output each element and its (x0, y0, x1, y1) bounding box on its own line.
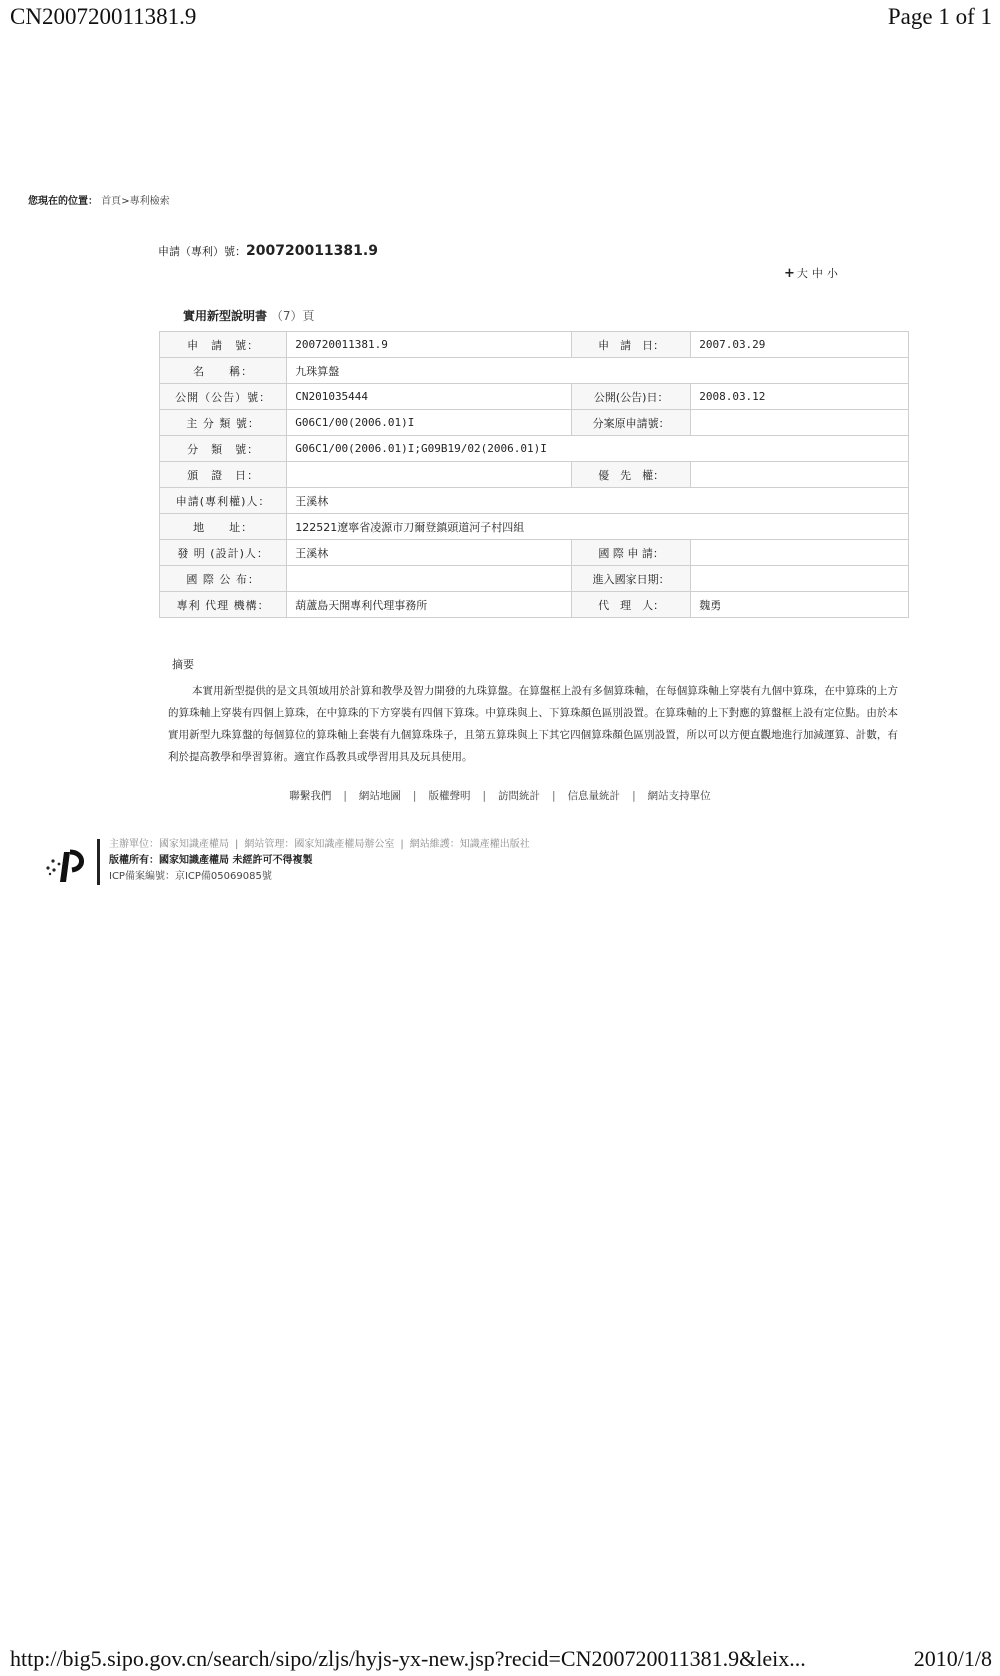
intl-pub-label: 國 際 公 布： (160, 566, 287, 592)
intl-app-value (691, 540, 909, 566)
app-date-value: 2007.03.29 (691, 332, 909, 358)
footer-link-contact[interactable]: 聯繫我們 (289, 790, 332, 802)
footer-separator: | (632, 790, 636, 802)
plus-icon: + (784, 266, 797, 281)
footer-icp: ICP備案編號：京ICP備05069085號 (109, 871, 272, 882)
app-no-value: 200720011381.9 (287, 332, 572, 358)
footer-link-sitemap[interactable]: 網站地圖 (358, 790, 401, 802)
main-class-label: 主 分 類 號： (160, 410, 287, 436)
table-row (160, 592, 909, 618)
table-row (160, 358, 909, 384)
breadcrumb-current-link[interactable]: 專利檢索 (129, 196, 170, 207)
application-number-label: 申請（專利）號： (158, 245, 246, 258)
app-date-label: 申 請 日： (572, 332, 691, 358)
app-no-label: 申 請 號： (160, 332, 287, 358)
priority-label: 優 先 權： (572, 462, 691, 488)
footer-maintainer: 網站維護：知識產權出版社 (409, 839, 530, 850)
div-app-value (691, 410, 909, 436)
footer-separator: | (343, 790, 347, 802)
abstract-label: 摘要 (172, 658, 194, 671)
table-row (160, 566, 909, 592)
application-number-value: 200720011381.9 (246, 243, 378, 259)
footer-separator: | (412, 790, 417, 802)
applicant-value: 王溪林 (287, 488, 909, 514)
footer-sponsor: 主辦單位：國家知識產權局 (109, 839, 229, 850)
main-class-value: G06C1/00(2006.01)I (287, 410, 572, 436)
footer-link-visit-stats[interactable]: 訪問統計 (498, 790, 541, 802)
font-small-button[interactable]: 小 (826, 267, 842, 280)
font-large-button[interactable]: 大 (796, 267, 812, 280)
footer-separator: | (552, 790, 556, 802)
name-label: 名 稱： (160, 358, 287, 384)
table-row (160, 410, 909, 436)
logo-divider (97, 839, 100, 885)
table-row (160, 540, 909, 566)
footer-links (0, 788, 1000, 803)
agency-label: 專利 代理 機構： (160, 592, 287, 618)
table-row (160, 514, 909, 540)
font-medium-button[interactable]: 中 (811, 267, 827, 280)
address-label: 地 址： (160, 514, 287, 540)
application-number-heading (158, 243, 378, 259)
document-pages-link[interactable]: （7）頁 (270, 309, 315, 323)
pub-no-label: 公開（公告）號： (160, 384, 287, 410)
abstract-text: 本實用新型提供的是文具領域用於計算和教學及智力開發的九珠算盤。在算盤框上設有多個算珠軸，在每個算珠軸上穿裝有九個中算珠，在中算珠的上方的算珠軸上穿裝有四個上算珠，在中算珠的下方穿裝有四個下算珠。中算珠與上、下算珠顏色區別設置。在算珠軸的上下對應的算盤框上設有定位點。由於本實用新型九珠算盤的每個算位的算珠軸上套裝有九個算珠珠子，且第五算珠與上下其它四個算珠顏色區別設置，所以可以方便直觀地進行加減運算、計數，有利於提高教學和學習算術。適宜作爲教具或學習用具及玩具使用。 (168, 685, 898, 763)
footer-copyright: 版權所有：國家知識產權局 未經許可不得複製 (109, 855, 313, 866)
agent-value: 魏勇 (691, 592, 909, 618)
footer-manager: 網站管理：國家知識產權局辦公室 (244, 839, 395, 850)
inventor-label: 發 明 (設計)人： (160, 540, 287, 566)
table-row (160, 332, 909, 358)
name-value: 九珠算盤 (287, 358, 909, 384)
breadcrumb (28, 192, 170, 207)
agency-value: 葫蘆島天開專利代理事務所 (287, 592, 572, 618)
class-value: G06C1/00(2006.01)I;G09B19/02(2006.01)I (287, 436, 909, 462)
address-value: 122521遼寧省凌源市刀爾登鎮頭道河子村四組 (287, 514, 909, 540)
cert-date-label: 頒 證 日： (160, 462, 287, 488)
breadcrumb-home-link[interactable]: 首頁 (101, 196, 122, 207)
pub-date-label: 公開(公告)日： (572, 384, 691, 410)
footer-info (109, 837, 530, 885)
document-title (183, 307, 314, 324)
inventor-value: 王溪林 (287, 540, 572, 566)
document-title-text: 實用新型說明書 (183, 309, 268, 323)
nat-entry-value (691, 566, 909, 592)
breadcrumb-label: 您現在的位置： (28, 196, 98, 207)
nat-entry-label: 進入國家日期： (572, 566, 691, 592)
patent-info-table (159, 331, 909, 618)
class-label: 分 類 號： (160, 436, 287, 462)
print-footer-date: 2010/1/8 (913, 1646, 992, 1671)
priority-value (691, 462, 909, 488)
intl-app-label: 國 際 申 請： (572, 540, 691, 566)
table-row (160, 384, 909, 410)
intl-pub-value (287, 566, 572, 592)
footer-separator: | (482, 790, 487, 802)
footer-link-support[interactable]: 網站支持單位 (647, 790, 711, 802)
agent-label: 代 理 人： (572, 592, 691, 618)
sipo-logo-icon (44, 846, 88, 886)
cert-date-value (287, 462, 572, 488)
div-app-label: 分案原申請號： (572, 410, 691, 436)
footer-link-copyright[interactable]: 版權聲明 (428, 790, 471, 802)
footer-link-info-stats[interactable]: 信息量統計 (567, 790, 621, 802)
font-size-switcher (784, 265, 842, 281)
footer-info-line: 主辦單位：國家知識產權局 | 網站管理：國家知識產權局辦公室 | 網站維護：知識產權出版社 (109, 839, 530, 850)
applicant-label: 申請(專利權)人： (160, 488, 287, 514)
print-footer-url: http://big5.sipo.gov.cn/search/sipo/zljs/hyjs-yx-new.jsp?recid=CN200720011381.9&leix... (10, 1646, 806, 1671)
print-header-page: Page 1 of 1 (887, 4, 992, 29)
table-row (160, 462, 909, 488)
breadcrumb-arrow: > (121, 196, 130, 207)
pub-date-value: 2008.03.12 (691, 384, 909, 410)
pub-no-value: CN201035444 (287, 384, 572, 410)
table-row (160, 436, 909, 462)
table-row (160, 488, 909, 514)
print-header-doc-id: CN200720011381.9 (10, 4, 197, 29)
